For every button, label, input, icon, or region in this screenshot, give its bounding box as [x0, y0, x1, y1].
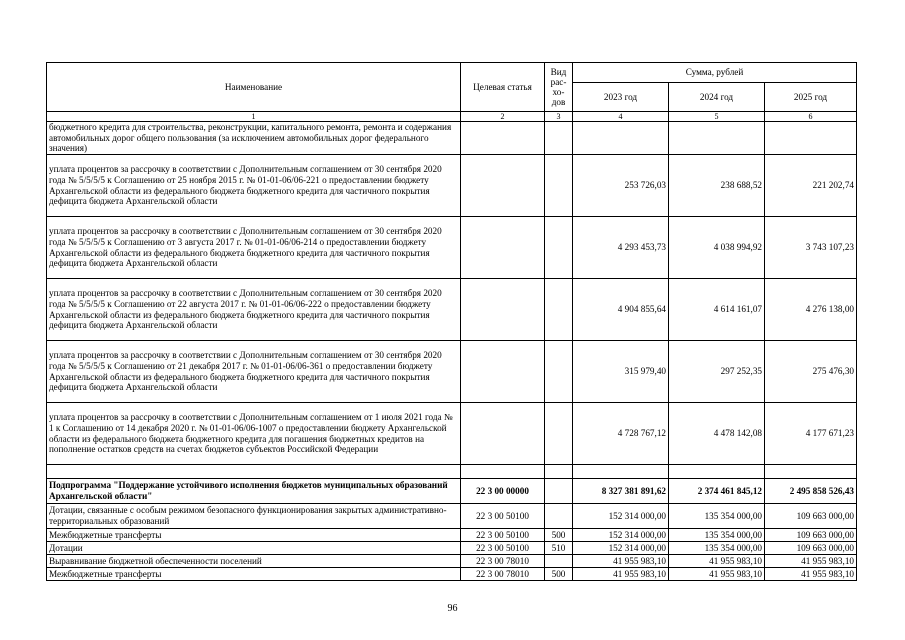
index-cell: 1	[47, 112, 461, 122]
row-name: бюджетного кредита для строительства, реконструкции, капитального ремонта, ремонта и содержания автомобильных дорог общего пользования (за исключением автомобильных дорог федерального значения)	[47, 122, 461, 155]
row-name: Дотации	[47, 542, 461, 555]
table-row	[47, 529, 857, 542]
value-2024: 4 614 161,07	[669, 279, 765, 341]
index-cell: 3	[545, 112, 573, 122]
value-2024: 238 688,52	[669, 155, 765, 217]
row-name: уплата процентов за рассрочку в соответствии с Дополнительным соглашением от 30 сентября 2020 года № 5/5/5/5 к Соглашению от 25 ноября 2015 г. № 01-01-06/06-221 о предоставлении бюджету Архангельской области из федерального бюджета бюджетного кредита для частичного покрытия дефицита бюджета Архангельской области	[47, 155, 461, 217]
value-2025: 2 495 858 526,43	[765, 479, 857, 504]
table-row	[47, 504, 857, 529]
subprogram-row	[47, 479, 857, 504]
table-row	[47, 122, 857, 155]
table-row	[47, 341, 857, 403]
target-code: 22 3 00 50100	[461, 504, 545, 529]
kind-code: 500	[545, 568, 573, 581]
index-cell: 4	[573, 112, 669, 122]
value-2023: 4 293 453,73	[573, 217, 669, 279]
row-name: Дотации, связанные с особым режимом безопасного функционирования закрытых административно-территориальных образований	[47, 504, 461, 529]
target-code: 22 3 00 78010	[461, 555, 545, 568]
value-2024: 135 354 000,00	[669, 529, 765, 542]
kind-code	[545, 555, 573, 568]
value-2024: 41 955 983,10	[669, 555, 765, 568]
table-row	[47, 155, 857, 217]
value-2025: 109 663 000,00	[765, 529, 857, 542]
value-2023: 253 726,03	[573, 155, 669, 217]
value-2025: 109 663 000,00	[765, 504, 857, 529]
value-2023: 315 979,40	[573, 341, 669, 403]
kind-code: 500	[545, 529, 573, 542]
table-row	[47, 568, 857, 581]
value-2023: 4 728 767,12	[573, 403, 669, 465]
value-2023: 152 314 000,00	[573, 542, 669, 555]
header-year-2025: 2025 год	[765, 83, 857, 112]
value-2023: 41 955 983,10	[573, 568, 669, 581]
index-cell: 5	[669, 112, 765, 122]
value-2024: 4 038 994,92	[669, 217, 765, 279]
table-row-empty	[47, 465, 857, 479]
row-name: Выравнивание бюджетной обеспеченности поселений	[47, 555, 461, 568]
target-code: 22 3 00 50100	[461, 529, 545, 542]
value-2025: 221 202,74	[765, 155, 857, 217]
table-row	[47, 542, 857, 555]
target-code: 22 3 00 78010	[461, 568, 545, 581]
table-row	[47, 403, 857, 465]
index-cell: 6	[765, 112, 857, 122]
value-2025: 4 276 138,00	[765, 279, 857, 341]
value-2024: 41 955 983,10	[669, 568, 765, 581]
table-row	[47, 279, 857, 341]
row-name: уплата процентов за рассрочку в соответствии с Дополнительным соглашением от 30 сентября 2020 года № 5/5/5/5 к Соглашению от 21 декабря 2017 г. № 01-01-06/06-361 о предоставлении бюджету Архангельской области из федерального бюджета бюджетного кредита для частичного покрытия дефицита бюджета Архангельской области	[47, 341, 461, 403]
budget-table	[46, 62, 857, 581]
value-2024: 4 478 142,08	[669, 403, 765, 465]
row-name: Межбюджетные трансферты	[47, 529, 461, 542]
index-cell: 2	[461, 112, 545, 122]
value-2025: 109 663 000,00	[765, 542, 857, 555]
value-2024: 297 252,35	[669, 341, 765, 403]
value-2025: 3 743 107,23	[765, 217, 857, 279]
value-2024: 2 374 461 845,12	[669, 479, 765, 504]
target-code: 22 3 00 50100	[461, 542, 545, 555]
value-2024: 135 354 000,00	[669, 504, 765, 529]
header-year-2023: 2023 год	[573, 83, 669, 112]
value-2025: 41 955 983,10	[765, 555, 857, 568]
row-name: уплата процентов за рассрочку в соответствии с Дополнительным соглашением от 1 июля 2021 года № 1 к Соглашению от 14 декабря 2020 г. № 01-01-06/06-1007 о предоставлении бюджету Архангельской области из федерального бюджета бюджетного кредита для погашения бюджетных кредитов на пополнение остатков средств на счетах бюджетов субъектов Российской Федерации	[47, 403, 461, 465]
value-2023: 4 904 855,64	[573, 279, 669, 341]
header-target: Целевая статья	[461, 63, 545, 112]
value-2024: 135 354 000,00	[669, 542, 765, 555]
row-name: Межбюджетные трансферты	[47, 568, 461, 581]
header-kind: Вид рас- хо- дов	[545, 63, 573, 112]
value-2025: 41 955 983,10	[765, 568, 857, 581]
value-2025: 4 177 671,23	[765, 403, 857, 465]
page-number: 96	[447, 603, 458, 614]
target-code: 22 3 00 00000	[461, 479, 545, 504]
row-name: Подпрограмма "Поддержание устойчивого исполнения бюджетов муниципальных образований Архангельской области"	[47, 479, 461, 504]
value-2023: 8 327 381 891,62	[573, 479, 669, 504]
header-year-2024: 2024 год	[669, 83, 765, 112]
kind-code: 510	[545, 542, 573, 555]
table-row	[47, 555, 857, 568]
value-2025: 275 476,30	[765, 341, 857, 403]
row-name: уплата процентов за рассрочку в соответствии с Дополнительным соглашением от 30 сентября 2020 года № 5/5/5/5 к Соглашению от 22 августа 2017 г. № 01-01-06/06-222 о предоставлении бюджету Архангельской области из федерального бюджета бюджетного кредита для частичного покрытия дефицита бюджета Архангельской области	[47, 279, 461, 341]
header-name: Наименование	[47, 63, 461, 112]
row-name: уплата процентов за рассрочку в соответствии с Дополнительным соглашением от 30 сентября 2020 года № 5/5/5/5 к Соглашению от 3 августа 2017 г. № 01-01-06/06-214 о предоставлении бюджету Архангельской области из федерального бюджета бюджетного кредита для частичного покрытия дефицита бюджета Архангельской области	[47, 217, 461, 279]
value-2023: 152 314 000,00	[573, 504, 669, 529]
header-sum: Сумма, рублей	[573, 63, 857, 83]
value-2023: 41 955 983,10	[573, 555, 669, 568]
table-row	[47, 217, 857, 279]
value-2023: 152 314 000,00	[573, 529, 669, 542]
